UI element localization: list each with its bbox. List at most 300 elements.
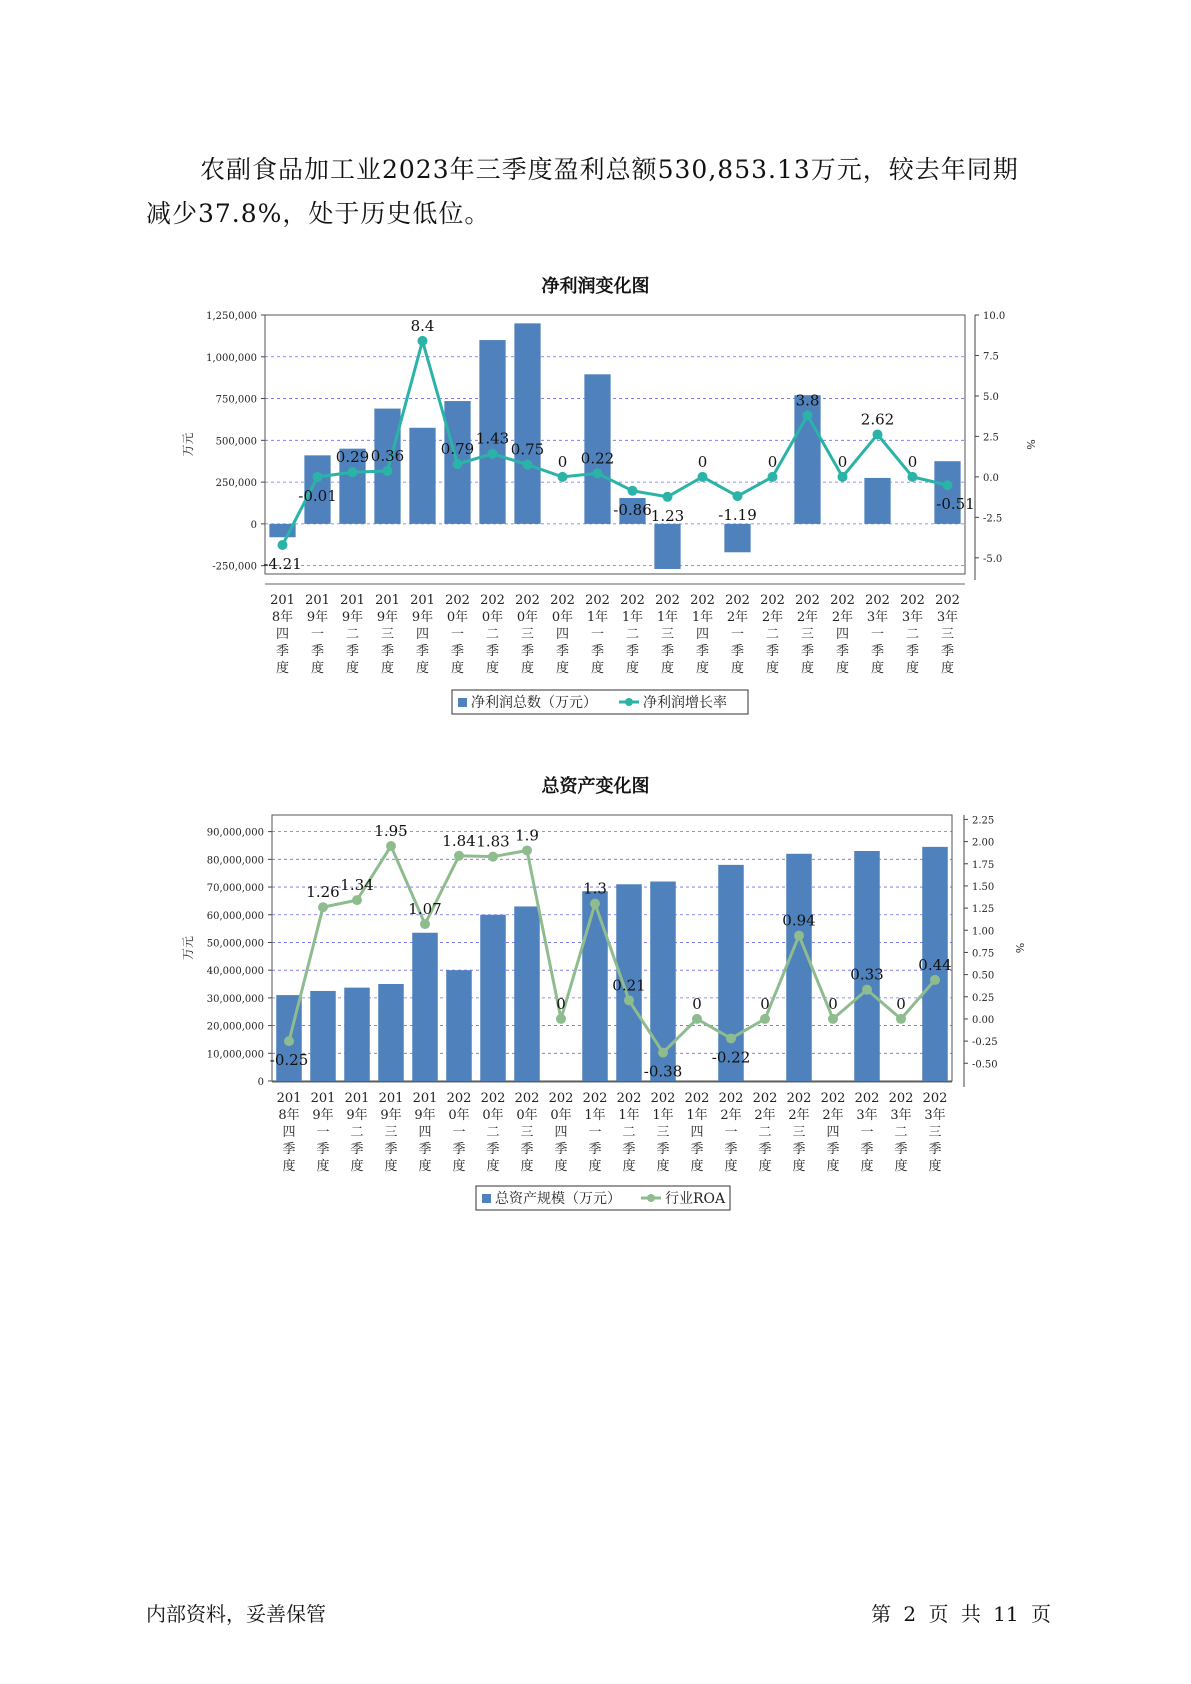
x-tick-label: 季: [894, 1142, 908, 1157]
chart2-title: 总资产变化图: [541, 776, 650, 797]
line-point: [663, 492, 673, 502]
bar: [724, 524, 750, 552]
data-label: 2.62: [860, 410, 895, 429]
x-tick-label: 二: [905, 627, 920, 642]
line-point: [943, 480, 953, 490]
x-tick-label: 度: [656, 1159, 670, 1174]
bar: [786, 854, 812, 1081]
x-tick-label: 四: [282, 1125, 296, 1140]
data-label: 1.34: [340, 876, 374, 895]
line-point: [658, 1048, 668, 1058]
x-tick-label: 季: [625, 644, 640, 659]
y-axis-title: 万元: [181, 935, 195, 961]
x-tick-label: 四: [415, 627, 430, 642]
x-tick-label: 四: [275, 627, 290, 642]
line-point: [628, 486, 638, 496]
x-tick-label: 季: [415, 644, 430, 659]
x-tick-label: 1年: [621, 610, 644, 625]
x-tick-label: 2年: [761, 610, 784, 625]
bar: [409, 428, 435, 524]
x-tick-label: 201: [276, 1091, 302, 1106]
x-tick-label: 度: [905, 661, 920, 676]
x-tick-label: 一: [860, 1125, 874, 1140]
x-tick-label: 度: [730, 661, 745, 676]
bar: [654, 524, 680, 569]
bar: [480, 915, 506, 1081]
x-tick-label: 三: [384, 1125, 398, 1140]
data-label: 0: [557, 452, 568, 471]
net-profit-chart: [0, 300, 1191, 760]
x-tick-label: 季: [588, 1142, 602, 1157]
data-label: -0.01: [298, 487, 337, 506]
x-tick-label: 202: [888, 1091, 914, 1106]
x-tick-label: 四: [690, 1125, 704, 1140]
x-tick-label: 202: [515, 593, 540, 608]
x-tick-label: 季: [485, 644, 500, 659]
data-label: 1.84: [442, 831, 476, 850]
y2-axis-title: %: [1024, 439, 1037, 450]
x-tick-label: 季: [316, 1142, 330, 1157]
x-tick-label: 201: [340, 593, 365, 608]
x-tick-label: 3年: [856, 1108, 878, 1123]
x-tick-label: 季: [384, 1142, 398, 1157]
x-tick-label: 度: [485, 661, 500, 676]
x-tick-label: 一: [316, 1125, 330, 1140]
line-point: [698, 472, 708, 482]
x-tick-label: 9年: [312, 1108, 334, 1123]
x-tick-label: 季: [656, 1142, 670, 1157]
x-tick-label: 9年: [341, 610, 364, 625]
bar: [446, 970, 472, 1081]
data-label: 0: [692, 994, 702, 1013]
y-tick-label: 60,000,000: [206, 910, 264, 922]
x-tick-label: 度: [345, 661, 360, 676]
chart1-title: 净利润变化图: [541, 276, 650, 297]
y2-tick-label: 1.50: [972, 881, 995, 893]
data-label: 0: [907, 452, 918, 471]
line-point: [624, 995, 634, 1005]
data-label: 0.94: [782, 911, 816, 930]
x-tick-label: 度: [800, 661, 815, 676]
line-point: [692, 1014, 702, 1024]
x-tick-label: 度: [316, 1159, 330, 1174]
x-tick-label: 四: [555, 627, 570, 642]
y2-tick-label: 0.50: [972, 970, 995, 982]
x-tick-label: 季: [792, 1142, 806, 1157]
line-point: [454, 851, 464, 861]
y-tick-label: 40,000,000: [206, 966, 264, 978]
x-tick-label: 度: [520, 661, 535, 676]
x-tick-label: 一: [730, 627, 745, 642]
data-label: -1.19: [718, 506, 757, 525]
line-point: [873, 429, 883, 439]
x-tick-label: 四: [418, 1125, 432, 1140]
line-point: [420, 919, 430, 929]
x-tick-label: 3年: [890, 1108, 912, 1123]
x-tick-label: 0年: [481, 610, 504, 625]
x-tick-label: 季: [860, 1142, 874, 1157]
x-tick-label: 度: [415, 661, 430, 676]
x-tick-label: 二: [345, 627, 360, 642]
x-tick-label: 1年: [652, 1108, 674, 1123]
x-tick-label: 季: [555, 644, 570, 659]
x-tick-label: 202: [752, 1091, 778, 1106]
line-point: [803, 410, 813, 420]
x-tick-label: 0年: [446, 610, 469, 625]
x-tick-label: 1年: [656, 610, 679, 625]
x-tick-label: 202: [446, 1091, 472, 1106]
x-tick-label: 度: [894, 1159, 908, 1174]
line-point: [352, 895, 362, 905]
x-tick-label: 一: [588, 1125, 602, 1140]
x-tick-label: 202: [616, 1091, 642, 1106]
y-axis-title: 万元: [181, 432, 195, 457]
x-tick-label: 202: [820, 1091, 846, 1106]
x-tick-label: 201: [270, 593, 295, 608]
data-label: 0: [828, 994, 838, 1013]
x-tick-label: 202: [480, 1091, 506, 1106]
x-tick-label: 度: [554, 1159, 568, 1174]
x-tick-label: 度: [792, 1159, 806, 1174]
x-tick-label: 季: [418, 1142, 432, 1157]
legend-bar-label: 净利润总数（万元）: [471, 695, 597, 711]
x-tick-label: 度: [384, 1159, 398, 1174]
line-point: [908, 472, 918, 482]
footer-page-number: 第 2 页 共 11 页: [871, 1602, 1051, 1626]
data-label: 0.29: [335, 448, 370, 467]
x-tick-label: 三: [792, 1125, 806, 1140]
x-tick-label: 二: [625, 627, 640, 642]
x-tick-label: 度: [826, 1159, 840, 1174]
x-tick-label: 季: [826, 1142, 840, 1157]
data-label: 1.26: [306, 883, 340, 902]
x-tick-label: 9年: [306, 610, 329, 625]
x-tick-label: 季: [590, 644, 605, 659]
x-tick-label: 度: [452, 1159, 466, 1174]
x-tick-label: 8年: [271, 610, 294, 625]
x-tick-label: 二: [486, 1125, 500, 1140]
x-tick-label: 季: [622, 1142, 636, 1157]
line-point: [828, 1014, 838, 1024]
line-point: [386, 841, 396, 851]
x-tick-label: 9年: [376, 610, 399, 625]
data-label: 0.22: [580, 449, 615, 468]
x-tick-label: 202: [725, 593, 750, 608]
data-label: 0: [896, 994, 906, 1013]
y2-tick-label: 0.25: [972, 992, 995, 1004]
x-tick-label: 季: [800, 644, 815, 659]
y-tick-label: 1,250,000: [206, 311, 257, 322]
bar: [582, 891, 608, 1081]
data-label: 0: [697, 452, 708, 471]
bar: [310, 991, 336, 1081]
bar: [378, 984, 404, 1081]
x-tick-label: 季: [275, 644, 290, 659]
y2-tick-label: 0.75: [972, 948, 995, 960]
data-label: -0.25: [269, 1051, 309, 1070]
x-tick-label: 1年: [686, 1108, 708, 1123]
legend-bar-swatch: [458, 698, 467, 707]
x-tick-label: 二: [758, 1125, 772, 1140]
y2-tick-label: 0.0: [983, 472, 999, 484]
x-tick-label: 一: [724, 1125, 738, 1140]
x-tick-label: 202: [445, 593, 470, 608]
line-point: [733, 491, 743, 501]
data-label: 0.75: [510, 440, 545, 459]
x-tick-label: 四: [554, 1125, 568, 1140]
y-tick-label: 10,000,000: [206, 1049, 264, 1061]
x-tick-label: 季: [380, 644, 395, 659]
x-tick-label: 2年: [831, 610, 854, 625]
line-point: [593, 468, 603, 478]
x-tick-label: 季: [695, 644, 710, 659]
data-label: 1.83: [476, 832, 510, 851]
x-tick-label: 度: [765, 661, 780, 676]
bar: [344, 988, 370, 1081]
x-tick-label: 度: [622, 1159, 636, 1174]
x-tick-label: 202: [582, 1091, 608, 1106]
x-tick-label: 3年: [924, 1108, 946, 1123]
data-label: -0.51: [936, 495, 975, 514]
x-tick-label: 度: [520, 1159, 534, 1174]
x-tick-label: 度: [940, 661, 955, 676]
x-tick-label: 二: [622, 1125, 636, 1140]
x-tick-label: 202: [718, 1091, 744, 1106]
x-tick-label: 2年: [788, 1108, 810, 1123]
x-tick-label: 2年: [726, 610, 749, 625]
x-tick-label: 202: [480, 593, 505, 608]
y-tick-label: 0: [250, 519, 257, 531]
data-label: 0: [760, 994, 770, 1013]
plot-frame: [265, 315, 965, 574]
line-point: [556, 1014, 566, 1024]
x-tick-label: 度: [660, 661, 675, 676]
x-tick-label: 季: [520, 1142, 534, 1157]
x-tick-label: 四: [835, 627, 850, 642]
data-label: 0: [556, 994, 566, 1013]
line-point: [558, 472, 568, 482]
data-label: 1.07: [408, 900, 442, 919]
y2-tick-label: 2.5: [983, 432, 999, 444]
x-tick-label: 202: [922, 1091, 948, 1106]
x-tick-label: 202: [900, 593, 925, 608]
x-tick-label: 度: [310, 661, 325, 676]
data-label: 1.95: [374, 822, 408, 841]
x-tick-label: 202: [854, 1091, 880, 1106]
x-tick-label: 度: [418, 1159, 432, 1174]
x-tick-label: 度: [590, 661, 605, 676]
x-tick-label: 度: [275, 661, 290, 676]
y-tick-label: 750,000: [215, 394, 257, 406]
x-tick-label: 季: [724, 1142, 738, 1157]
x-tick-label: 季: [758, 1142, 772, 1157]
bar: [412, 933, 438, 1081]
data-label: -0.86: [613, 500, 652, 519]
x-tick-label: 季: [928, 1142, 942, 1157]
y-tick-label: 30,000,000: [206, 993, 264, 1005]
x-tick-label: 度: [450, 661, 465, 676]
line-point: [760, 1014, 770, 1024]
y2-tick-label: 1.25: [972, 904, 995, 916]
x-tick-label: 三: [928, 1125, 942, 1140]
line-point: [522, 845, 532, 855]
x-tick-label: 8年: [278, 1108, 300, 1123]
x-tick-label: 三: [940, 627, 955, 642]
x-tick-label: 1年: [618, 1108, 640, 1123]
x-tick-label: 201: [410, 593, 435, 608]
line-point: [278, 540, 288, 550]
line-point: [794, 931, 804, 941]
x-tick-label: 2年: [754, 1108, 776, 1123]
line-point: [348, 467, 358, 477]
data-label: 0: [767, 452, 778, 471]
x-tick-label: 0年: [551, 610, 574, 625]
x-tick-label: 202: [548, 1091, 574, 1106]
x-tick-label: 季: [835, 644, 850, 659]
x-tick-label: 3年: [901, 610, 924, 625]
y2-tick-label: 1.00: [972, 926, 995, 938]
x-tick-label: 202: [865, 593, 890, 608]
legend-bar-swatch: [482, 1194, 491, 1203]
line-point: [896, 1014, 906, 1024]
x-tick-label: 1年: [691, 610, 714, 625]
x-tick-label: 季: [345, 644, 360, 659]
x-tick-label: 度: [690, 1159, 704, 1174]
data-label: 1.23: [650, 506, 685, 525]
x-tick-label: 季: [765, 644, 780, 659]
x-tick-label: 度: [350, 1159, 364, 1174]
x-tick-label: 季: [940, 644, 955, 659]
y-tick-label: 250,000: [215, 478, 257, 490]
x-tick-label: 201: [375, 593, 400, 608]
x-tick-label: 季: [486, 1142, 500, 1157]
x-tick-label: 三: [800, 627, 815, 642]
y2-tick-label: 5.0: [983, 391, 999, 403]
x-tick-label: 202: [514, 1091, 540, 1106]
x-tick-label: 202: [786, 1091, 812, 1106]
line-point: [318, 902, 328, 912]
y2-tick-label: 0.00: [972, 1014, 995, 1026]
data-label: 1.43: [475, 429, 510, 448]
x-tick-label: 9年: [414, 1108, 436, 1123]
data-label: -0.22: [711, 1048, 751, 1067]
summary-line-2: 减少37.8%，处于历史低位。: [146, 199, 491, 228]
x-tick-label: 0年: [550, 1108, 572, 1123]
x-tick-label: 3年: [866, 610, 889, 625]
x-tick-label: 度: [860, 1159, 874, 1174]
x-tick-label: 202: [620, 593, 645, 608]
x-tick-label: 201: [378, 1091, 404, 1106]
data-label: -4.21: [263, 555, 302, 574]
legend-line-marker: [647, 1194, 655, 1202]
x-tick-label: 0年: [516, 610, 539, 625]
x-tick-label: 202: [550, 593, 575, 608]
x-tick-label: 度: [758, 1159, 772, 1174]
legend-line-marker: [625, 698, 633, 706]
x-tick-label: 季: [350, 1142, 364, 1157]
y-tick-label: 90,000,000: [206, 827, 264, 839]
x-tick-label: 201: [310, 1091, 336, 1106]
x-tick-label: 1年: [584, 1108, 606, 1123]
x-tick-label: 9年: [411, 610, 434, 625]
x-tick-label: 二: [765, 627, 780, 642]
summary-paragraph: [146, 148, 1046, 236]
y2-tick-label: 2.25: [972, 815, 995, 827]
data-label: 0.36: [370, 447, 405, 466]
x-tick-label: 0年: [516, 1108, 538, 1123]
x-tick-label: 一: [870, 627, 885, 642]
y2-axis-title: %: [1013, 942, 1026, 954]
line-point: [488, 449, 498, 459]
x-tick-label: 2年: [822, 1108, 844, 1123]
x-tick-label: 季: [450, 644, 465, 659]
x-tick-label: 二: [894, 1125, 908, 1140]
x-tick-label: 季: [660, 644, 675, 659]
x-tick-label: 201: [305, 593, 330, 608]
x-tick-label: 202: [585, 593, 610, 608]
legend-line-label: 净利润增长率: [643, 695, 727, 711]
x-tick-label: 2年: [720, 1108, 742, 1123]
x-tick-label: 202: [655, 593, 680, 608]
x-tick-label: 季: [520, 644, 535, 659]
x-tick-label: 2年: [796, 610, 819, 625]
data-label: 8.4: [410, 316, 435, 335]
x-tick-label: 季: [554, 1142, 568, 1157]
x-tick-label: 度: [928, 1159, 942, 1174]
x-tick-label: 二: [485, 627, 500, 642]
x-tick-label: 季: [282, 1142, 296, 1157]
bar: [864, 478, 890, 524]
total-assets-chart: [0, 800, 1191, 1260]
y-tick-label: 0: [257, 1077, 264, 1088]
data-label: 3.8: [795, 391, 820, 410]
x-tick-label: 3年: [936, 610, 959, 625]
y-tick-label: 80,000,000: [206, 855, 264, 867]
x-tick-label: 度: [486, 1159, 500, 1174]
x-tick-label: 一: [450, 627, 465, 642]
data-label: 0.21: [612, 976, 646, 995]
y2-tick-label: -0.25: [972, 1037, 998, 1049]
x-tick-label: 季: [690, 1142, 704, 1157]
x-tick-label: 三: [380, 627, 395, 642]
data-label: 0.33: [850, 965, 884, 984]
x-tick-label: 202: [690, 593, 715, 608]
line-point: [284, 1036, 294, 1046]
x-tick-label: 二: [350, 1125, 364, 1140]
x-tick-label: 三: [520, 1125, 534, 1140]
x-tick-label: 四: [695, 627, 710, 642]
x-tick-label: 季: [870, 644, 885, 659]
x-tick-label: 202: [935, 593, 960, 608]
line-point: [383, 466, 393, 476]
y2-tick-label: 10.0: [983, 311, 1006, 322]
x-tick-label: 9年: [346, 1108, 368, 1123]
data-label: -0.38: [643, 1062, 683, 1081]
x-tick-label: 201: [412, 1091, 438, 1106]
x-tick-label: 201: [344, 1091, 370, 1106]
y2-tick-label: -5.0: [983, 553, 1003, 565]
x-tick-label: 四: [826, 1125, 840, 1140]
x-tick-label: 度: [380, 661, 395, 676]
x-tick-label: 1年: [586, 610, 609, 625]
line-point: [930, 975, 940, 985]
line-point: [418, 336, 428, 346]
x-tick-label: 季: [310, 644, 325, 659]
x-tick-label: 季: [730, 644, 745, 659]
footer-confidential: 内部资料，妥善保管: [146, 1602, 326, 1626]
data-label: 1.9: [515, 826, 539, 845]
x-tick-label: 0年: [482, 1108, 504, 1123]
